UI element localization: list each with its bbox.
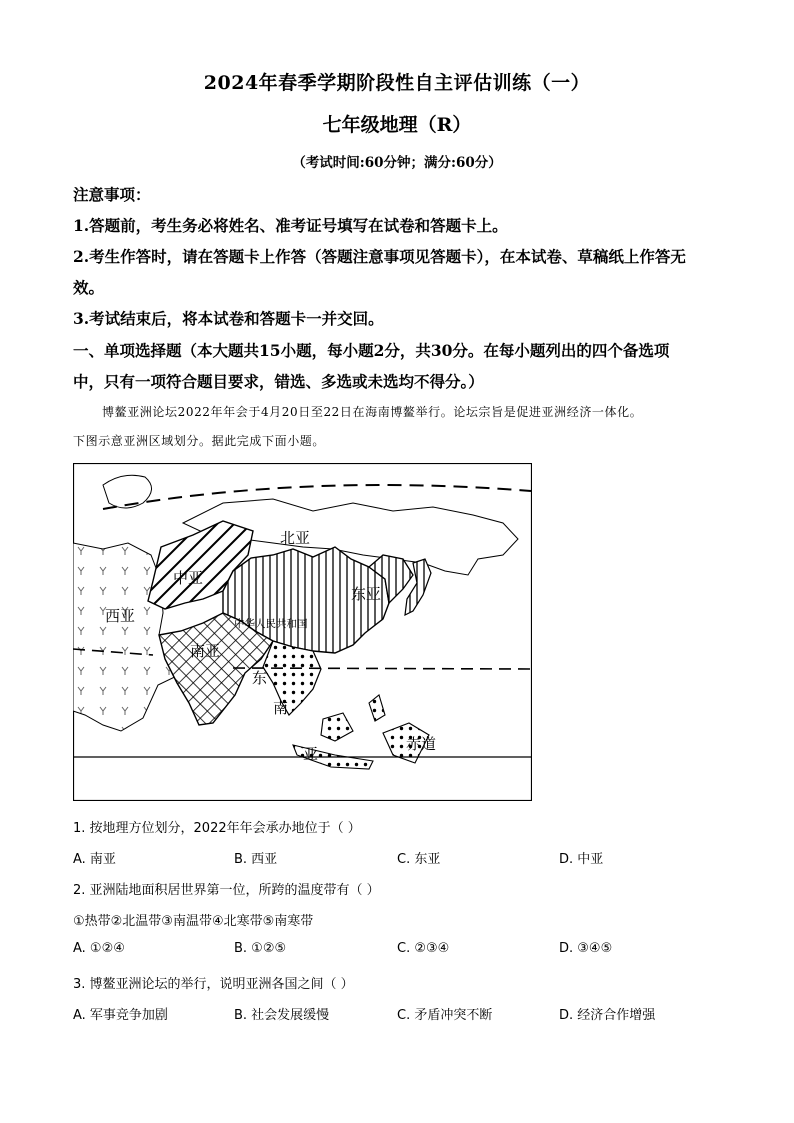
label-se-asia-3: 亚 bbox=[303, 745, 319, 763]
label-se-asia-2: 南 bbox=[273, 699, 289, 717]
question-1-option-a[interactable]: A. 南亚 bbox=[73, 852, 116, 867]
exam-title: 2024年春季学期阶段性自主评估训练（一） bbox=[203, 72, 591, 94]
question-1-stem: 1. 按地理方位划分，2022年年会承办地位于（ ） bbox=[73, 821, 361, 836]
question-2-sub: ①热带②北温带③南温带④北寒带⑤南寒带 bbox=[73, 914, 314, 929]
question-3-stem: 3. 博鳌亚洲论坛的举行，说明亚洲各国之间（ ） bbox=[73, 977, 354, 992]
label-south-asia: 南亚 bbox=[190, 642, 221, 660]
label-west-asia: 西亚 bbox=[105, 607, 136, 625]
asia-region-map bbox=[73, 463, 532, 801]
question-2-option-a[interactable]: A. ①②④ bbox=[73, 941, 125, 956]
label-north-asia: 北亚 bbox=[280, 529, 311, 547]
question-1-option-c[interactable]: C. 东亚 bbox=[397, 852, 441, 867]
note-item-1: 1.答题前，考生务必将姓名、准考证号填写在试卷和答题卡上。 bbox=[73, 216, 508, 235]
note-item-2-cont: 效。 bbox=[73, 278, 105, 297]
label-se-asia-1: 东 bbox=[252, 669, 268, 687]
question-3-option-a[interactable]: A. 军事竞争加剧 bbox=[73, 1008, 168, 1023]
question-1-option-b[interactable]: B. 西亚 bbox=[234, 852, 278, 867]
question-3-option-b[interactable]: B. 社会发展缓慢 bbox=[234, 1008, 330, 1023]
question-1-option-d[interactable]: D. 中亚 bbox=[559, 852, 604, 867]
passage-line-1: 博鳌亚洲论坛2022年年会于4月20日至22日在海南博鳌举行。论坛宗旨是促进亚洲经济一体化。 bbox=[102, 405, 643, 419]
label-central-asia: 中亚 bbox=[173, 569, 204, 587]
section-heading: 一、单项选择题（本大题共15小题，每小题2分，共30分。在每小题列出的四个备选项 bbox=[73, 341, 670, 360]
question-2-option-d[interactable]: D. ③④⑤ bbox=[559, 941, 613, 956]
question-2-option-b[interactable]: B. ①②⑤ bbox=[234, 941, 287, 956]
question-3-option-d[interactable]: D. 经济合作增强 bbox=[559, 1008, 656, 1023]
question-2-stem: 2. 亚洲陆地面积居世界第一位，所跨的温度带有（ ） bbox=[73, 883, 380, 898]
label-china: 中华人民共和国 bbox=[234, 618, 308, 630]
label-east-asia: 东亚 bbox=[351, 585, 382, 603]
notes-heading: 注意事项： bbox=[73, 185, 151, 204]
note-item-2: 2.考生作答时，请在答题卡上作答（答题注意事项见答题卡），在本试卷、草稿纸上作答无 bbox=[73, 247, 686, 266]
exam-info: （考试时间:60分钟；满分:60分） bbox=[292, 155, 502, 171]
question-2-option-c[interactable]: C. ②③④ bbox=[397, 941, 450, 956]
passage-line-2: 下图示意亚洲区域划分。据此完成下面小题。 bbox=[73, 434, 326, 448]
exam-subject: 七年级地理（R） bbox=[322, 114, 472, 136]
note-item-3: 3.考试结束后，将本试卷和答题卡一并交回。 bbox=[73, 309, 384, 328]
question-3-option-c[interactable]: C. 矛盾冲突不断 bbox=[397, 1008, 493, 1023]
section-heading-cont: 中，只有一项符合题目要求，错选、多选或未选均不得分。） bbox=[73, 372, 484, 391]
label-equator: 赤道 bbox=[406, 735, 437, 753]
